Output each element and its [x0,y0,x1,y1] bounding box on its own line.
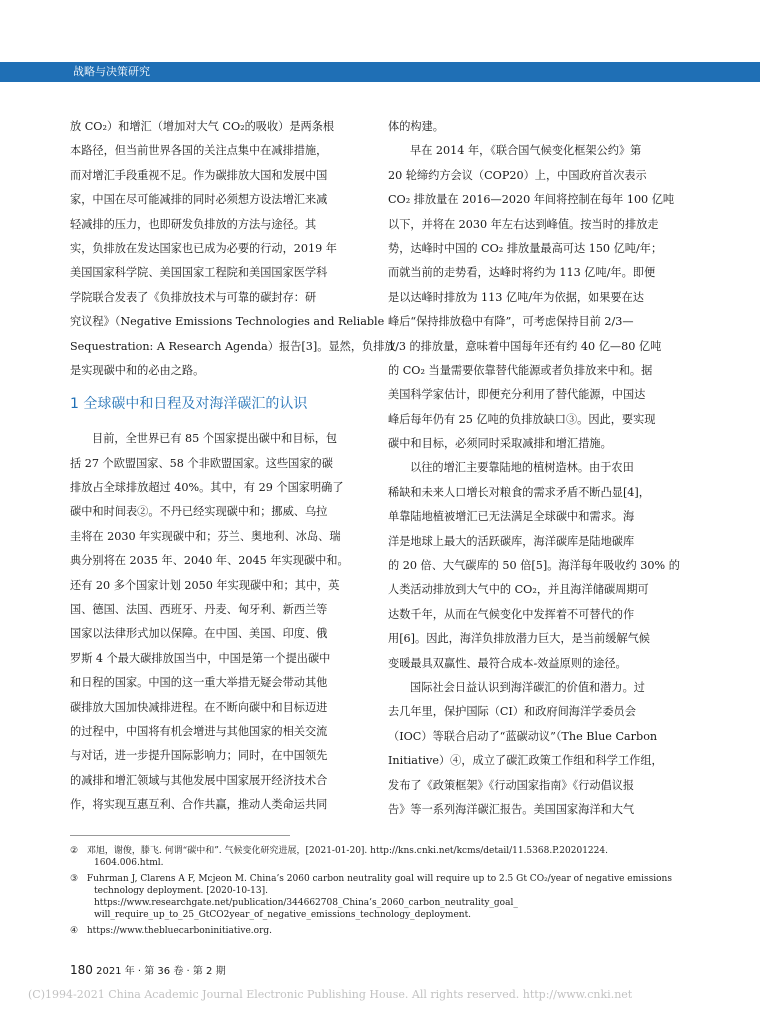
text-line: 而对增汇手段重视不足。作为碳排放大国和发展中国 [70,168,328,182]
text-line: 目前，全世界已有 85 个国家提出碳中和目标，包 [92,432,338,446]
text-line: 还有 20 多个国家计划 2050 年实现碳中和；其中，英 [70,578,340,592]
text-line: 早在 2014 年，《联合国气候变化框架公约》第 [410,144,642,158]
page-footer [70,962,226,977]
right-column [388,115,680,822]
text-line: 变暖最具双赢性、最符合成本-效益原则的途径。 [388,656,627,670]
text-line: 以往的增汇主要靠陆地的植树造林。由于农田 [410,461,634,475]
text-line: 本路径，但当前世界各国的关注点集中在减排措施， [70,144,328,158]
text-line: 峰后“保持排放稳中有降”，可考虑保持目前 2/3— [388,315,634,329]
text-line: 以下，并将在 2030 年左右达到峰值。按当时的排放走 [388,217,659,231]
section-heading: 1 全球碳中和日程及对海洋碳汇的认识 [70,396,308,413]
text-line: 体的构建。 [388,120,444,133]
text-line: 碳中和时间表②。不丹已经实现碳中和；挪威、乌拉 [70,505,328,519]
text-line: 峰后每年仍有 25 亿吨的负排放缺口③。因此，要实现 [388,412,656,426]
text-line: 而就当前的走势看，达峰时将约为 113 亿吨/年。即便 [388,266,656,280]
footnote-divider [70,835,290,836]
text-line: 告》等一系列海洋碳汇报告。美国国家海洋和大气 [388,802,635,816]
copyright-watermark: (C)1994-2021 China Academic Journal Electronic Publishing House. All rights reserved. http://www.cnki.net [28,988,633,1001]
text-line: Sequestration: A Research Agenda）报告[3]。显然，负排放 [70,339,396,353]
text-line: 洋是地球上最大的活跃碳库，海洋碳库是陆地碳库 [388,534,635,548]
footnote-2 [70,845,690,869]
text-line: 稀缺和未来人口增长对粮食的需求矛盾不断凸显[4]， [388,485,650,499]
text-line: 与对话，进一步提升国际影响力；同时，在中国领先 [70,749,328,763]
text-line: 是以达峰时排放为 113 亿吨/年为依据，如果要在达 [388,290,644,304]
text-line: 去几年里，保护国际（CI）和政府间海洋学委员会 [388,705,636,719]
footnote-marker: ② [70,846,79,856]
text-line: 学院联合发表了《负排放技术与可靠的碳封存：研 [70,290,317,304]
text-line: 20 轮缔约方会议（COP20）上，中国政府首次表示 [388,168,647,182]
text-line: 罗斯 4 个最大碳排放国当中，中国是第一个提出碳中 [70,651,331,665]
text-line: 作，将实现互惠互利、合作共赢，推动人类命运共同 [70,798,328,812]
footnote-3 [70,873,690,921]
text-line: 碳排放大国加快减排进程。在不断向碳中和目标迈进 [70,700,328,714]
text-line: 人类活动排放到大气中的 CO₂，并且海洋储碳周期可 [388,583,649,597]
text-line: 达数千年，从而在气候变化中发挥着不可替代的作 [388,607,635,621]
text-line: 1/3 的排放量，意味着中国每年还有约 40 亿—80 亿吨 [388,339,662,353]
footnote-text: will_require_up_to_25_GtCO2year_of_negative_emissions_technology_deployment. [94,910,472,920]
section-label: 战略与决策研究 [73,65,150,78]
footnote-text: 邓旭，谢俊，滕飞. 何谓“碳中和”. 气候变化研究进展，[2021-01-20]. http://kns.cnki.net/kcms/detail/11.5368.P.20201224. [86,846,608,856]
text-line: 势，达峰时中国的 CO₂ 排放量最高可达 150 亿吨/年； [388,241,663,255]
text-line: 轻减排的压力，也即研发负排放的方法与途径。其 [70,217,317,231]
text-line: 典分别将在 2035 年、2040 年、2045 年实现碳中和。 [70,554,349,568]
text-line: （IOC）等联合启动了“蓝碳动议”（The Blue Carbon [388,729,658,743]
text-line: 的 20 倍、大气碳库的 50 倍[5]。海洋每年吸收约 30% 的 [388,559,680,573]
text-line: 美国国家科学院、美国国家工程院和美国国家医学科 [70,266,328,280]
footnote-marker: ③ [70,874,79,884]
footnotes [70,845,690,941]
footnote-4 [70,925,690,937]
footnote-marker: ④ [70,926,79,936]
left-column [70,115,396,818]
text-line: 单靠陆地植被增汇已无法满足全球碳中和需求。海 [388,510,635,524]
text-line: 排放占全球排放超过 40%。其中，有 29 个国家明确了 [70,481,344,495]
text-line: 放 CO₂）和增汇（增加对大气 CO₂的吸收）是两条根 [70,120,335,133]
text-line: 国际社会日益认识到海洋碳汇的价值和潜力。过 [410,680,645,694]
footnote-text: 1604.006.html. [94,858,164,868]
text-line: 括 27 个欧盟国家、58 个非欧盟国家。这些国家的碳 [70,456,333,470]
page-number: 180 [70,963,93,977]
text-line: 圭将在 2030 年实现碳中和；芬兰、奥地利、冰岛、瑞 [70,529,341,543]
text-line: 的过程中，中国将有机会增进与其他国家的相关交流 [70,724,328,738]
text-line: 的减排和增汇领域与其他发展中国家展开经济技术合 [70,773,328,787]
text-line: 实，负排放在发达国家也已成为必要的行动，2019 年 [70,241,337,255]
text-line: 碳中和目标，必须同时采取减排和增汇措施。 [388,437,612,451]
text-line: 究议程》（Negative Emissions Technologies and Reliable [70,315,385,329]
text-line: 国家以法律形式加以保障。在中国、美国、印度、俄 [70,627,328,641]
text-line: 的 CO₂ 当量需要依靠替代能源或者负排放来中和。据 [388,363,653,377]
text-line: 美国科学家估计，即便充分利用了替代能源，中国达 [388,388,646,402]
footnote-link[interactable]: https://www.thebluecarboninitiative.org. [86,926,272,936]
text-line: 发布了《政策框架》《行动国家指南》《行动倡议报 [388,778,635,792]
text-line: Initiative）④，成立了碳汇政策工作组和科学工作组， [388,754,663,768]
text-line: 和日程的国家。中国的这一重大举措无疑会带动其他 [70,676,328,690]
text-line: 是实现碳中和的必由之路。 [70,363,205,377]
text-line: 家，中国在尽可能减排的同时必须想方设法增汇来减 [70,193,328,207]
text-line: CO₂ 排放量在 2016—2020 年间将控制在每年 100 亿吨 [388,193,675,207]
text-line: 国、德国、法国、西班牙、丹麦、匈牙利、新西兰等 [70,603,328,617]
issue-info: 2021 年 · 第 36 卷 · 第 2 期 [96,966,226,977]
footnote-text: technology deployment. [2020-10-13]. https://www.researchgate.net/publication/344662708_China’s_2060_carbon_neutrality_goal_ [94,886,518,908]
footnote-text: Fuhrman J, Clarens A F, Mcjeon M. China’s 2060 carbon neutrality goal will require up to 2.5 Gt CO₂/year of negative emissions [86,874,672,884]
text-line: 用[6]。因此，海洋负排放潜力巨大，是当前缓解气候 [388,632,650,646]
